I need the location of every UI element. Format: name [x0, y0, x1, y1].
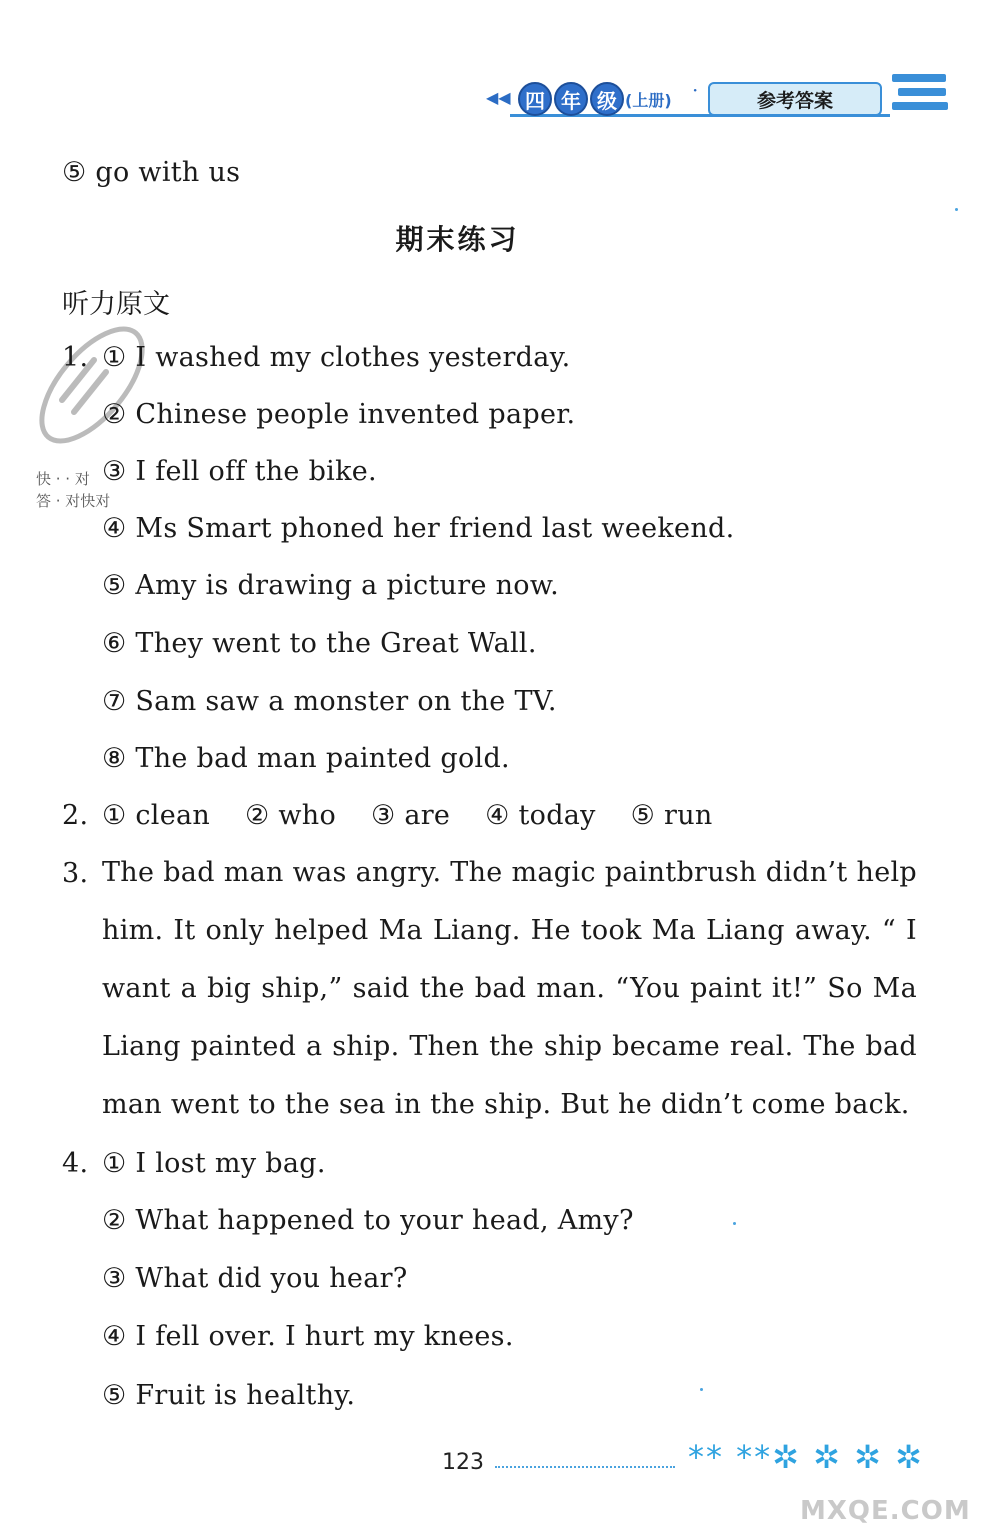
section-tag: 参考答案 [708, 82, 882, 116]
question-number: 4. [62, 1148, 89, 1179]
list-item: ② Chinese people invented paper. [102, 399, 576, 430]
star-decoration-icon: ** **✲ ✲ ✲ ✲ [688, 1438, 924, 1476]
answer-item: ⑤ run [630, 800, 713, 831]
answer-item: ④ today [485, 800, 596, 831]
grade-badge [518, 82, 624, 116]
list-item: ④ Ms Smart phoned her friend last weekend. [102, 513, 735, 544]
watermark-logo-icon [22, 310, 172, 460]
list-item: ① I lost my bag. [102, 1148, 326, 1179]
grade-char: 年 [554, 82, 588, 116]
double-left-arrow-icon: ◀◀ [486, 88, 511, 107]
list-item: ⑧ The bad man painted gold. [102, 743, 510, 774]
list-item: ② What happened to your head, Amy? [102, 1205, 634, 1236]
watermark-line: 快 · · 对 [36, 470, 90, 488]
list-item: ⑦ Sam saw a monster on the TV. [102, 686, 557, 717]
question-number: 1. [62, 342, 89, 373]
page-title: 期末练习 [395, 223, 520, 256]
decor-dot [955, 208, 958, 211]
dotted-leader [495, 1466, 675, 1468]
volume-label: (上册) [625, 91, 672, 110]
answer-item: ② who [245, 800, 337, 831]
book-stack-icon [890, 70, 950, 118]
list-item: ③ What did you hear? [102, 1263, 408, 1294]
list-item: ④ I fell over. I hurt my knees. [102, 1321, 514, 1352]
site-watermark: MXQE.COM [800, 1496, 971, 1526]
grade-char: 四 [518, 82, 552, 116]
watermark-line: 答 · 对快对 [36, 492, 111, 510]
top-item: ⑤ go with us [62, 157, 241, 188]
header-dot: · [692, 78, 699, 102]
list-item: ① I washed my clothes yesterday. [102, 342, 571, 373]
answer-item: ③ are [370, 800, 451, 831]
question-number: 2. [62, 800, 89, 831]
answer-item: ① clean [102, 800, 211, 831]
list-item: ③ I fell off the bike. [102, 456, 377, 487]
list-item: ⑤ Fruit is healthy. [102, 1380, 356, 1411]
watermark-text [36, 468, 110, 512]
passage-text: The bad man was angry. The magic paintbrush didn’t help him. It only helped Ma Liang. He took Ma Liang away. “ I want a big ship,” said the bad man. “You paint it!” So Ma Liang painted a ship. Then the ship became real. The bad man went to the sea in the ship. But he didn’t come back. [102, 857, 917, 1120]
list-item: ⑥ They went to the Great Wall. [102, 628, 537, 659]
page-number: 123 [442, 1450, 484, 1475]
decor-dot [700, 1388, 703, 1391]
grade-char: 级 [590, 82, 624, 116]
section-subtitle: 听力原文 [62, 289, 170, 320]
list-item: ⑤ Amy is drawing a picture now. [102, 570, 559, 601]
decor-dot [733, 1222, 736, 1225]
answer-row [102, 800, 739, 831]
header-banner [480, 70, 960, 130]
question-number: 3. [62, 858, 89, 889]
